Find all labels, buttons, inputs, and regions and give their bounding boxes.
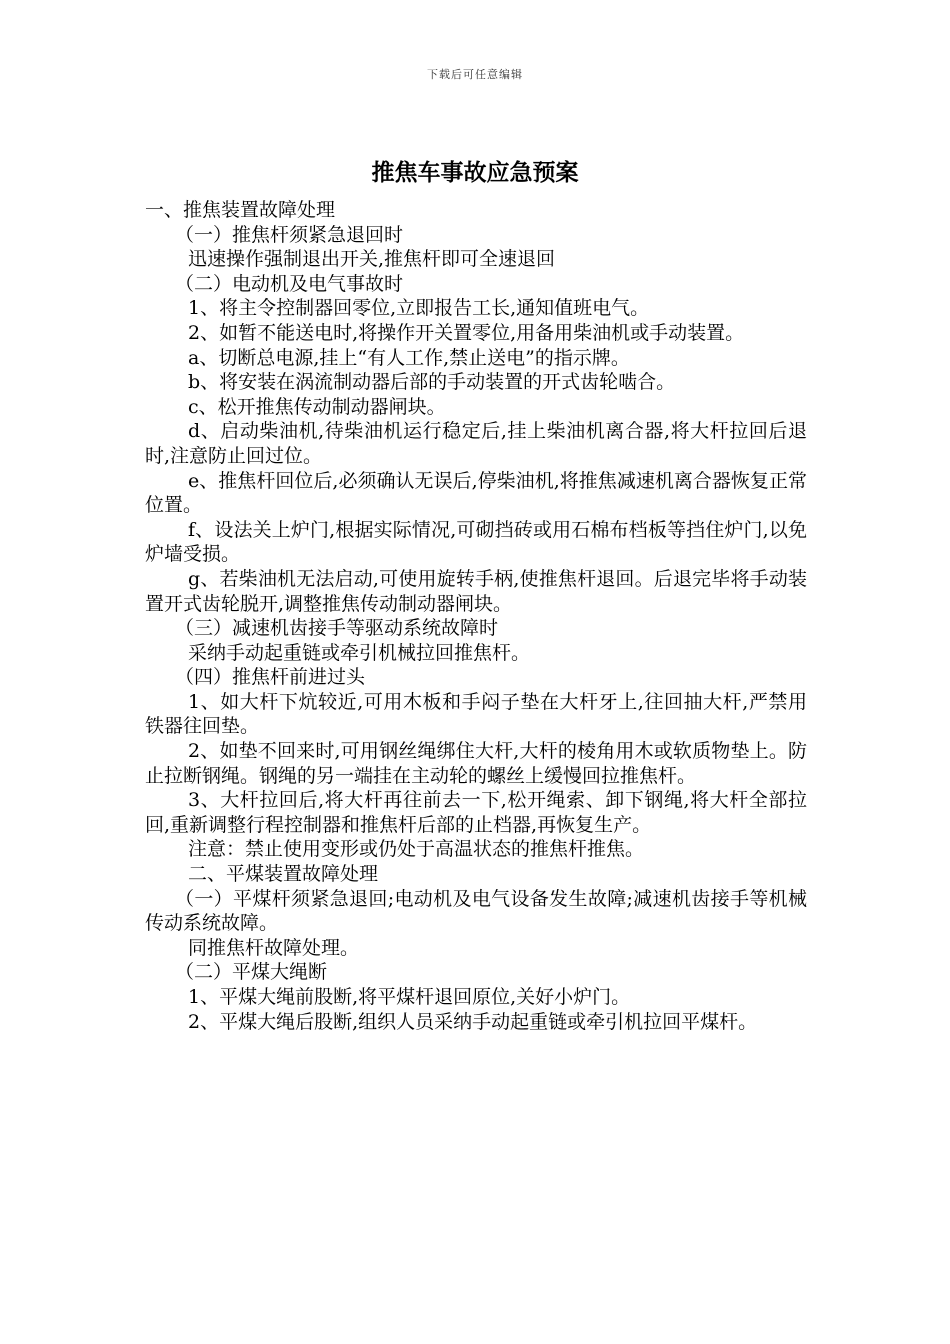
paragraph: 2、平煤大绳后股断,组织人员采纳手动起重链或牵引机拉回平煤杆。 bbox=[188, 1010, 758, 1033]
list-item: f、设法关上炉门,根据实际情况,可砌挡砖或用石棉布档板等挡住炉门,以免炉墙受损。 bbox=[145, 518, 807, 566]
subsection-heading: （二）电动机及电气事故时 bbox=[175, 272, 404, 295]
note-paragraph: 注意：禁止使用变形或仍处于高温状态的推焦杆推焦。 bbox=[188, 838, 645, 861]
list-item: e、推焦杆回位后,必须确认无误后,停柴油机,将推焦减速机离合器恢复正常位置。 bbox=[145, 469, 807, 517]
document-body bbox=[145, 198, 807, 1034]
paragraph: 2、如垫不回来时,可用钢丝绳绑住大杆,大杆的棱角用木或软质物垫上。防止拉断钢绳。钢绳的另一端挂在主动轮的螺丝上缓慢回拉推焦杆。 bbox=[145, 740, 807, 787]
list-item: b、将安装在涡流制动器后部的手动装置的开式齿轮啮合。 bbox=[188, 371, 676, 394]
document-title: 推焦车事故应急预案 bbox=[371, 160, 579, 186]
section-heading: 二、平煤装置故障处理 bbox=[188, 863, 379, 886]
paragraph: 1、平煤大绳前股断,将平煤杆退回原位,关好小炉门。 bbox=[188, 986, 631, 1008]
header-note: 下载后可任意编辑 bbox=[427, 68, 523, 81]
subsection-heading: （四）推焦杆前进过头 bbox=[175, 666, 366, 689]
subsection-heading: （二）平煤大绳断 bbox=[175, 961, 328, 984]
paragraph: 1、如大杆下炕较近,可用木板和手闷子垫在大杆牙上,往回抽大杆,严禁用铁器往回垫。 bbox=[145, 690, 807, 738]
list-item: d、启动柴油机,待柴油机运行稳定后,挂上柴油机离合器,将大杆拉回后退时,注意防止回过位。 bbox=[145, 420, 807, 467]
paragraph: 迅速操作强制退出开关,推焦杆即可全速退回 bbox=[188, 248, 556, 271]
subsection-heading: （一）平煤杆须紧急退回;电动机及电气设备发生故障;减速机齿接手等机械传动系统故障。 bbox=[145, 887, 807, 935]
paragraph: 3、大杆拉回后,将大杆再往前去一下,松开绳索、卸下钢绳,将大杆全部拉回,重新调整行程控制器和推焦杆后部的止档器,再恢复生产。 bbox=[145, 789, 807, 836]
paragraph: 2、如暂不能送电时,将操作开关置零位,用备用柴油机或手动装置。 bbox=[188, 321, 745, 344]
paragraph: 1、将主令控制器回零位,立即报告工长,通知值班电气。 bbox=[188, 297, 650, 320]
section-heading: 一、推焦装置故障处理 bbox=[145, 199, 336, 221]
list-item: a、切断总电源,挂上“有人工作,禁止送电”的指示牌。 bbox=[188, 346, 630, 369]
paragraph: 同推焦杆故障处理。 bbox=[188, 936, 360, 959]
subsection-heading: （一）推焦杆须紧急退回时 bbox=[175, 223, 404, 246]
paragraph: 采纳手动起重链或牵引机械拉回推焦杆。 bbox=[188, 641, 531, 664]
list-item: c、松开推焦传动制动器闸块。 bbox=[188, 395, 446, 418]
subsection-heading: （三）减速机齿接手等驱动系统故障时 bbox=[175, 617, 499, 640]
list-item: g、若柴油机无法启动,可使用旋转手柄,使推焦杆退回。后退完毕将手动装置开式齿轮脱开,调整推焦传动制动器闸块。 bbox=[145, 567, 807, 615]
